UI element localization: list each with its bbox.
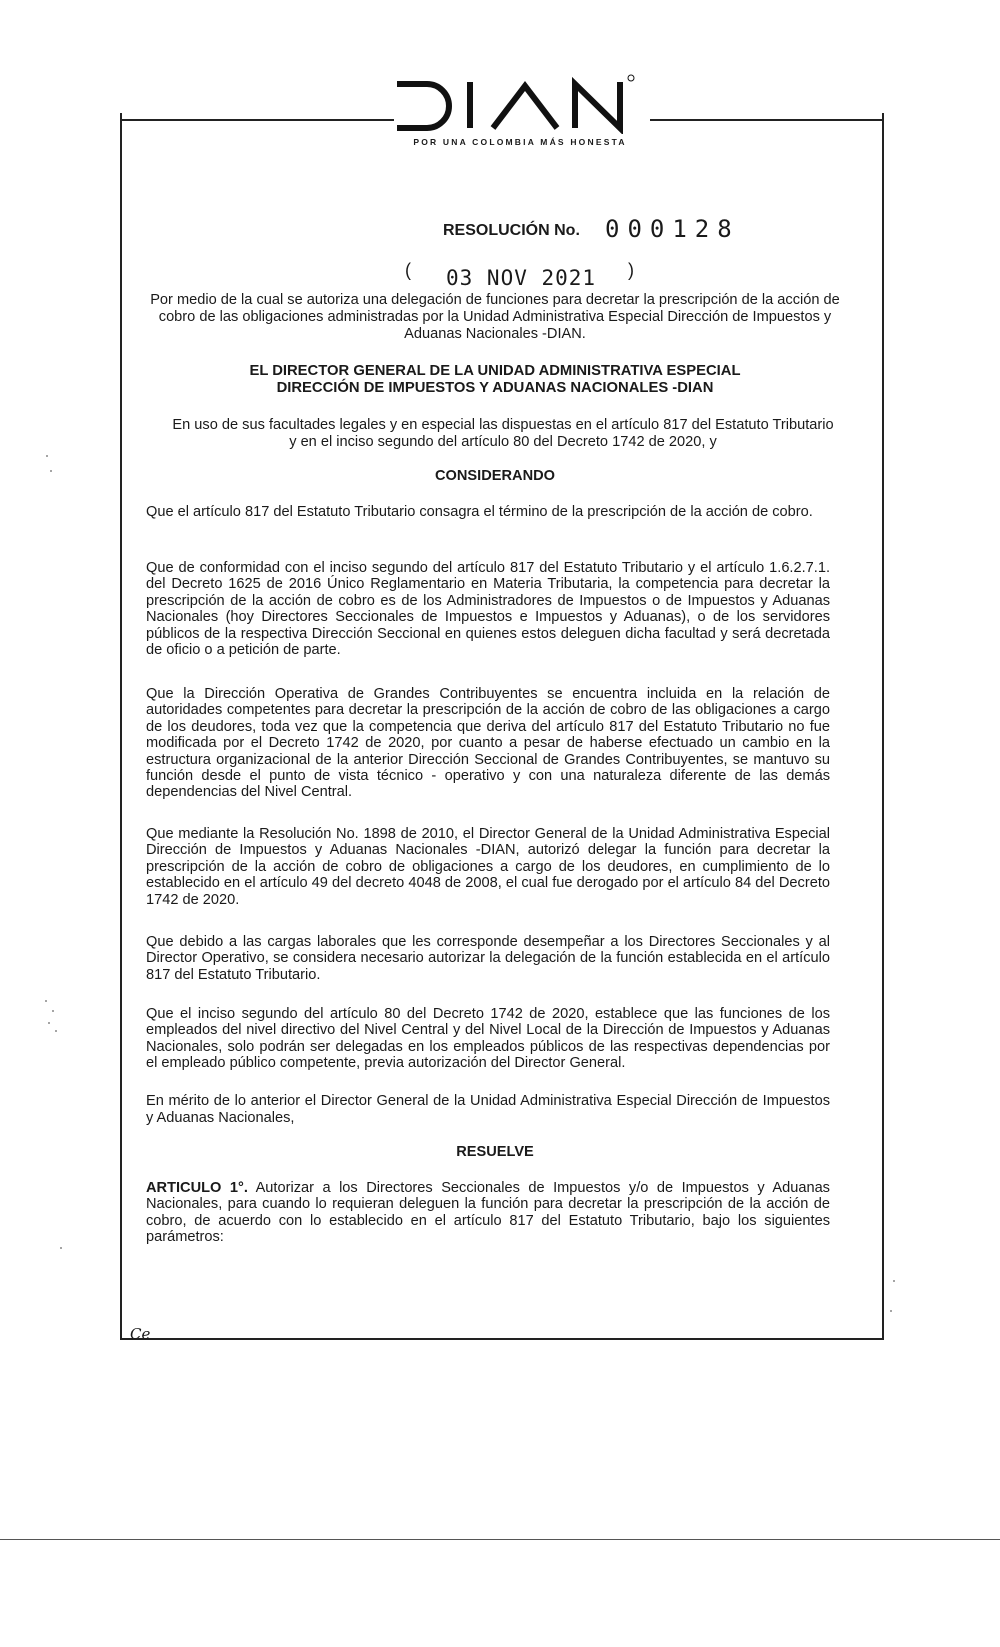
considerando-paragraph-1: Que el artículo 817 del Estatuto Tributario consagra el término de la prescripción de la acción de cobro. <box>146 504 813 520</box>
resuelve-heading: RESUELVE <box>456 1144 534 1160</box>
resolution-label: RESOLUCIÓN No. <box>443 222 580 239</box>
resolution-date: 03 NOV 2021 <box>446 266 597 290</box>
considerando-paragraph-5: Que debido a las cargas laborales que les corresponde desempeñar a los Directores Seccionales y al Director Operativo, se considera necesario autorizar la delegación de la función establecida en el artículo 817 del Estatuto Tributario. <box>146 934 830 983</box>
article-1 <box>146 1180 830 1246</box>
date-close-paren: ) <box>628 260 634 280</box>
considerando-paragraph-2: Que de conformidad con el inciso segundo del artículo 817 del Estatuto Tributario y el artículo 1.6.2.7.1. del Decreto 1625 de 2016 Único Reglamentario en Materia Tributaria, la competencia para decretar la prescripción de la acción de cobro es de los Administradores de Impuestos o de Impuestos y Aduanas Nacionales (hoy Directores Seccionales de Impuestos e Impuestos y Aduanas), o de los servidores públicos de la respectiva Dirección Seccional en quienes estos deleguen dicha facultad y será decretada de oficio o a petición de parte. <box>146 560 830 659</box>
resolution-subject: Por medio de la cual se autoriza una delegación de funciones para decretar la prescripción de la acción de cobro de las obligaciones administradas por la Unidad Administrativa Especial Dirección de Impuestos y Aduanas Nacionales -DIAN. <box>150 292 840 343</box>
considerando-heading: CONSIDERANDO <box>435 468 555 484</box>
resolution-number: 000128 <box>605 215 740 243</box>
powers-paragraph: En uso de sus facultades legales y en especial las dispuestas en el artículo 817 del Estatuto Tributario y en el inciso segundo del artículo 80 del Decreto 1742 de 2020, y <box>172 417 834 451</box>
authority-line-2: DIRECCIÓN DE IMPUESTOS Y ADUANAS NACIONALES -DIAN <box>276 380 714 396</box>
authority-line-1: EL DIRECTOR GENERAL DE LA UNIDAD ADMINISTRATIVA ESPECIAL <box>249 363 741 379</box>
logo-tagline: POR UNA COLOMBIA MÁS HONESTA <box>413 137 627 147</box>
considerando-paragraph-7: En mérito de lo anterior el Director General de la Unidad Administrativa Especial Dirección de Impuestos y Aduanas Nacionales, <box>146 1093 830 1127</box>
article-1-label: ARTICULO 1°. <box>146 1180 248 1196</box>
considerando-paragraph-4: Que mediante la Resolución No. 1898 de 2010, el Director General de la Unidad Administrativa Especial Dirección de Impuestos y Aduanas Nacionales -DIAN, autorizó delegar la función para decretar la prescripción de la acción de cobro de obligaciones a cargo de los deudores, en cumplimiento de lo establecido en el artículo 49 del decreto 4048 de 2008, el cual fue derogado por el artículo 84 del Decreto 1742 de 2020. <box>146 826 830 908</box>
considerando-paragraph-6: Que el inciso segundo del artículo 80 del Decreto 1742 de 2020, establece que las funciones de los empleados del nivel directivo del Nivel Central y del Nivel Local de la Dirección de Impuestos y Aduanas Nacionales, solo podrán ser delegadas en los empleados públicos de las respectivas dependencias por el empleado público competente, previa autorización del Director General. <box>146 1006 830 1072</box>
considerando-paragraph-3: Que la Dirección Operativa de Grandes Contribuyentes se encuentra incluida en la relación de autoridades competentes para decretar la prescripción de la acción de cobro de las obligaciones a cargo de los deudores, toda vez que la competencia que deriva del artículo 817 del Estatuto Tributario no fue modificada por el Decreto 1742 de 2020, por cuanto a pesar de haberse efectuado un cambio en la estructura organizacional de la anterior Dirección Seccional de Grandes Contribuyentes, se mantuvo su función desde el punto de vista técnico - operativo y con una naturaleza diferente de las demás dependencias del Nivel Central. <box>146 686 830 801</box>
initials-mark: Ce <box>130 1325 151 1343</box>
page-bottom-rule <box>0 1539 1000 1540</box>
date-open-paren: ( <box>405 260 411 280</box>
article-1-text: Autorizar a los Directores Seccionales de Impuestos y/o de Impuestos y Aduanas Nacionales, para cuando lo requieran deleguen la función para decretar la prescripción de la acción de cobro, de acuerdo con lo establecido en el artículo 817 del Estatuto Tributario, bajo los siguientes parámetros: <box>146 1180 830 1246</box>
